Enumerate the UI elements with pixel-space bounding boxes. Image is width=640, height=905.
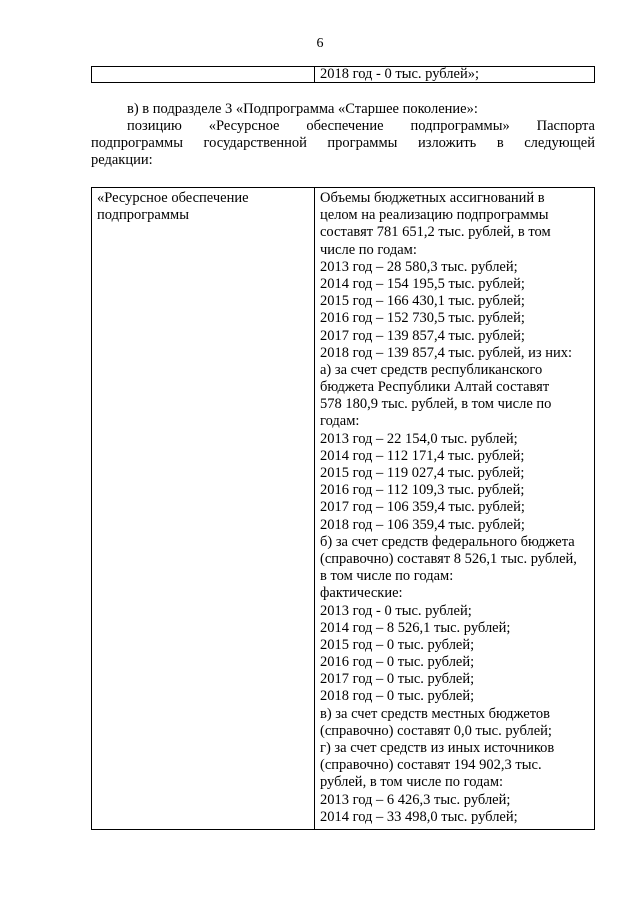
cell-line: 2014 год – 154 195,5 тыс. рублей; [320,275,525,292]
cell-line: 2013 год – 22 154,0 тыс. рублей; [320,430,518,447]
cell-line: б) за счет средств федерального бюджета [320,533,575,550]
table-cell-value: 2018 год - 0 тыс. рублей»; [320,66,479,82]
cell-line: бюджета Республики Алтай составят [320,379,550,396]
cell-line: рублей, в том числе по годам: [320,774,504,791]
intro-paragraph [91,101,595,169]
cell-line: 2017 год – 106 359,4 тыс. рублей; [320,499,525,516]
cell-line: 2015 год – 119 027,4 тыс. рублей; [320,465,525,481]
cell-line: подпрограммы [97,207,189,224]
cell-line: «Ресурсное обеспечение [97,190,249,206]
cell-line: 2014 год – 112 171,4 тыс. рублей; [320,447,525,464]
word: в [496,135,504,151]
page-number: 6 [316,36,324,51]
word: обеспечение [306,118,384,134]
cell-line: 2014 год – 33 498,0 тыс. рублей; [320,808,518,825]
intro-line-2 [91,118,595,135]
cell-line: (справочно) составят 0,0 тыс. рублей; [320,722,552,739]
cell-line: 2016 год – 112 109,3 тыс. рублей; [320,482,525,499]
cell-line: составят 781 651,2 тыс. рублей, в том [320,224,551,241]
word: подпрограммы» [410,118,510,134]
word: программы [327,135,398,151]
cell-line: 2018 год – 106 359,4 тыс. рублей; [320,516,525,533]
cell-line: 2017 год – 139 857,4 тыс. рублей; [320,327,525,344]
resource-table [91,187,595,830]
cell-line: 2017 год – 0 тыс. рублей; [320,671,475,688]
continued-table-row [91,66,595,83]
cell-line: в том числе по годам: [320,568,454,585]
word: позицию [127,118,182,134]
cell-line: (справочно) составят 194 902,3 тыс. [320,757,542,774]
cell-line: 2015 год – 0 тыс. рублей; [320,636,475,653]
intro-line-1: в) в подразделе 3 «Подпрограмма «Старшее поколение»: [127,101,478,117]
cell-line: 2014 год – 8 526,1 тыс. рублей; [320,619,511,636]
cell-line: целом на реализацию подпрограммы [320,207,549,224]
cell-line: 2013 год – 6 426,3 тыс. рублей; [320,791,511,808]
word: Паспорта [536,118,595,134]
cell-line: годам: [320,413,360,430]
cell-line: 2015 год – 166 430,1 тыс. рублей; [320,293,525,310]
intro-line-4: редакции: [91,152,153,168]
cell-line: 2018 год – 139 857,4 тыс. рублей, из них: [320,344,573,361]
cell-line: (справочно) составят 8 526,1 тыс. рублей, [320,550,577,567]
cell-line: 2016 год – 152 730,5 тыс. рублей; [320,310,525,327]
cell-line: г) за счет средств из иных источников [320,740,555,756]
cell-line: фактические: [320,585,403,602]
column-divider [314,188,315,829]
cell-line: числе по годам: [320,241,417,258]
cell-line: 2013 год – 28 580,3 тыс. рублей; [320,258,518,275]
cell-line: 2018 год – 0 тыс. рублей; [320,688,475,705]
word: изложить [417,135,477,151]
position-value-cell [320,190,592,826]
column-divider [314,67,315,82]
word: следующей [524,135,595,151]
cell-line: 578 180,9 тыс. рублей, в том числе по [320,396,552,413]
word: «Ресурсное [208,118,280,134]
cell-line: а) за счет средств республиканского [320,361,543,378]
intro-line-3 [91,135,595,152]
cell-line: в) за счет средств местных бюджетов [320,705,550,722]
word: подпрограммы [91,135,183,151]
position-name-cell [97,190,307,224]
cell-line: Объемы бюджетных ассигнований в [320,190,545,206]
word: государственной [203,135,307,151]
cell-line: 2016 год – 0 тыс. рублей; [320,654,475,671]
cell-line: 2013 год - 0 тыс. рублей; [320,602,472,619]
